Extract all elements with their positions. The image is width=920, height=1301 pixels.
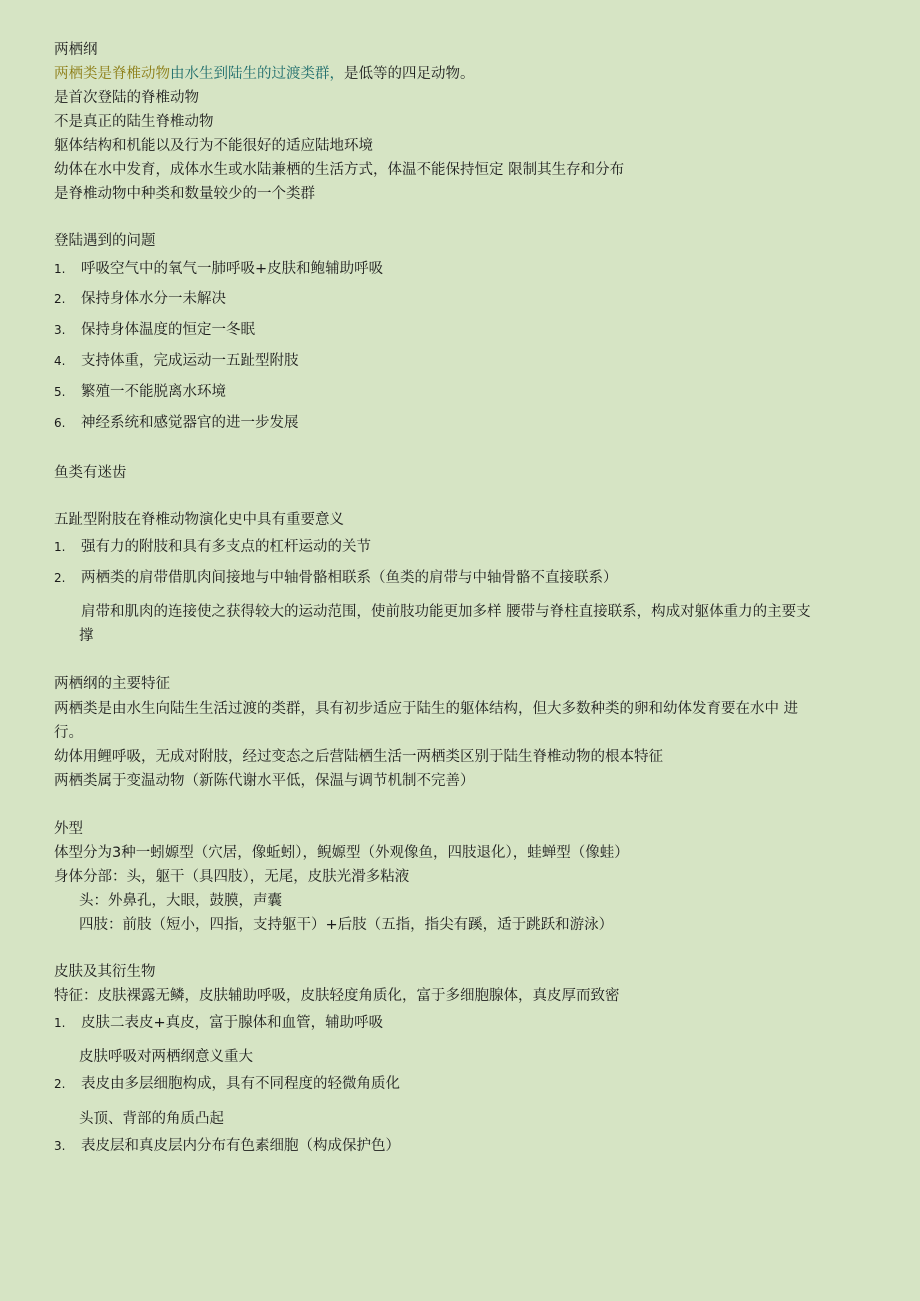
features-line-4: 两栖类属于变温动物（新陈代谢水平低，保温与调节机制不完善） <box>54 773 475 789</box>
fish-note: 鱼类有迷齿 <box>54 465 127 481</box>
list-item: 繁殖一不能脱离水环境 <box>81 384 226 400</box>
features-line-1: 两栖类是由水生向陆生生活过渡的类群，具有初步适应于陆生的躯体结构，但大多数种类的卵和幼体发育要在水中 进 <box>54 701 799 717</box>
list-item: 表皮由多层细胞构成，具有不同程度的轻微角质化 <box>81 1076 400 1092</box>
list-number: 1. <box>54 262 66 276</box>
list-item: 强有力的附肢和具有多支点的杠杆运动的关节 <box>81 539 371 555</box>
intro-rest: 是低等的四足动物。 <box>344 66 475 82</box>
list-number: 2. <box>54 571 66 585</box>
limb-paragraph-line-1: 肩带和肌肉的连接使之获得较大的运动范围，使前肢功能更加多样 腰带与脊柱直接联系，构成对躯体重力的主要支 <box>81 604 811 620</box>
limb-paragraph-line-2: 撑 <box>79 628 94 644</box>
list-item: 支持体重，完成运动一五趾型附肢 <box>81 353 299 369</box>
list-number: 4. <box>54 354 66 368</box>
list-item: 呼吸空气中的氧气一肺呼吸+皮肤和鲍辅助呼吸 <box>81 261 384 277</box>
list-number: 3. <box>54 323 66 337</box>
intro-line-2: 不是真正的陆生脊椎动物 <box>54 114 214 130</box>
shape-head: 头：外鼻孔，大眼，鼓膜，声囊 <box>79 893 282 909</box>
skin-note-2: 头顶、背部的角质凸起 <box>79 1111 224 1127</box>
intro-highlight-1: 两栖类是脊椎动物 <box>54 66 170 82</box>
limb-heading: 五趾型附肢在脊椎动物演化史中具有重要意义 <box>54 512 344 528</box>
list-number: 1. <box>54 1016 66 1030</box>
list-item: 表皮层和真皮层内分布有色素细胞（构成保护色） <box>81 1138 400 1154</box>
list-item: 两栖类的肩带借肌肉间接地与中轴骨骼相联系（鱼类的肩带与中轴骨骼不直接联系） <box>81 570 618 586</box>
shape-line-2: 身体分部：头，躯干（具四肢），无尾，皮肤光滑多粘液 <box>54 869 410 885</box>
shape-heading: 外型 <box>54 821 83 837</box>
shape-limbs: 四肢：前肢（短小，四指，支持躯干）+后肢（五指，指尖有蹊，适于跳跃和游泳） <box>79 917 614 933</box>
intro-line-5: 是脊椎动物中种类和数量较少的一个类群 <box>54 186 315 202</box>
features-heading: 两栖纲的主要特征 <box>54 676 170 692</box>
intro-line-4: 幼体在水中发育，成体水生或水陆兼栖的生活方式，体温不能保持恒定 限制其生存和分布 <box>54 162 625 178</box>
list-number: 6. <box>54 416 66 430</box>
intro-highlight-2: 由水生到陆生的过渡类群， <box>170 66 344 82</box>
skin-heading: 皮肤及其衍生物 <box>54 964 156 980</box>
list-item: 保持身体温度的恒定一冬眠 <box>81 322 255 338</box>
features-line-3: 幼体用鲤呼吸，无成对附肢，经过变态之后营陆栖生活一两栖类区别于陆生脊椎动物的根本特征 <box>54 749 663 765</box>
features-line-2: 行。 <box>54 725 83 741</box>
page-title: 两栖纲 <box>54 42 98 58</box>
list-item: 神经系统和感觉器官的进一步发展 <box>81 415 299 431</box>
list-number: 2. <box>54 1077 66 1091</box>
list-number: 5. <box>54 385 66 399</box>
list-item: 皮肤二表皮+真皮，富于腺体和血管，辅助呼吸 <box>81 1015 384 1031</box>
list-item: 保持身体水分一未解决 <box>81 291 226 307</box>
intro-line-1: 是首次登陆的脊椎动物 <box>54 90 199 106</box>
intro-line <box>54 63 475 85</box>
intro-line-3: 躯体结构和机能以及行为不能很好的适应陆地环境 <box>54 138 373 154</box>
list-number: 3. <box>54 1139 66 1153</box>
shape-line-1: 体型分为3种一蚓嫄型（穴居，像蚯蚓），鲵嫄型（外观像鱼，四肢退化），蛙蝉型（像蛙） <box>54 845 629 861</box>
skin-feature: 特征：皮肤裸露无鳞，皮肤辅助呼吸，皮肤轻度角质化，富于多细胞腺体，真皮厚而致密 <box>54 988 620 1004</box>
landing-heading: 登陆遇到的问题 <box>54 233 156 249</box>
skin-note-1: 皮肤呼吸对两栖纲意义重大 <box>79 1049 253 1065</box>
list-number: 1. <box>54 540 66 554</box>
list-number: 2. <box>54 292 66 306</box>
